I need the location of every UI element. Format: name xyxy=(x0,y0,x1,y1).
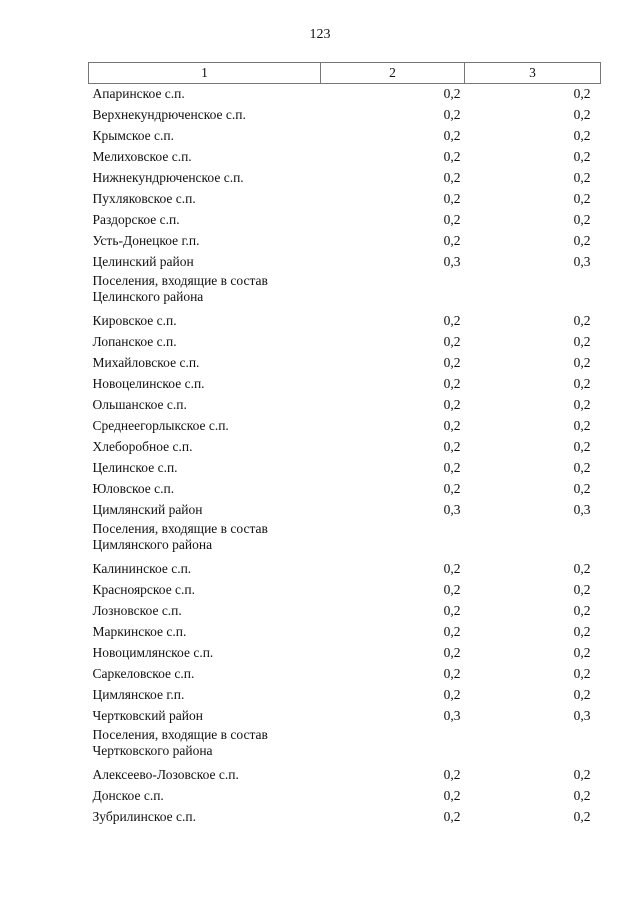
column-3-value: 0,2 xyxy=(573,354,591,370)
table-row xyxy=(89,252,601,273)
column-2-value: 0,2 xyxy=(443,148,461,164)
settlement-name-line2: Цимлянского района xyxy=(92,536,213,552)
settlement-name-cell xyxy=(89,416,321,437)
table-row xyxy=(89,84,601,105)
settlement-name: Чертковский район xyxy=(92,707,203,723)
column-3-value: 0,2 xyxy=(573,127,591,143)
column-3-value: 0,2 xyxy=(573,808,591,824)
column-2-value: 0,2 xyxy=(443,127,461,143)
settlement-name: Верхнекундрюченское с.п. xyxy=(92,106,246,122)
column-2-value: 0,3 xyxy=(443,501,461,517)
settlement-name-line2: Чертковского района xyxy=(92,742,213,758)
column-2-value: 0,2 xyxy=(443,623,461,639)
settlement-name: Калининское с.п. xyxy=(92,560,192,576)
settlement-name-cell xyxy=(89,622,321,643)
column-2-value: 0,2 xyxy=(443,459,461,475)
settlement-name: Хлеборобное с.п. xyxy=(92,438,193,454)
settlement-name: Новоцимлянское с.п. xyxy=(92,644,214,660)
column-header-2: 2 xyxy=(321,63,465,84)
settlement-name: Поселения, входящие в состав xyxy=(92,520,268,536)
table-row xyxy=(89,231,601,252)
table-row xyxy=(89,168,601,189)
settlement-name: Лозновское с.п. xyxy=(92,602,182,618)
table-row xyxy=(89,807,601,828)
column-2-value: 0,2 xyxy=(443,86,461,101)
column-2-value: 0,2 xyxy=(443,106,461,122)
column-3-value xyxy=(465,727,601,765)
settlement-name-cell xyxy=(89,727,321,765)
settlement-name-cell xyxy=(89,147,321,168)
table-row xyxy=(89,189,601,210)
settlement-name: Раздорское с.п. xyxy=(92,211,180,227)
settlement-name: Зубрилинское с.п. xyxy=(92,808,196,824)
column-2-value: 0,2 xyxy=(443,232,461,248)
column-3-value: 0,2 xyxy=(573,396,591,412)
column-3-value: 0,2 xyxy=(573,417,591,433)
column-2-value: 0,2 xyxy=(443,480,461,496)
settlement-name: Цимлянское г.п. xyxy=(92,686,185,702)
table-row xyxy=(89,126,601,147)
settlement-name-cell xyxy=(89,765,321,786)
settlement-name-cell xyxy=(89,353,321,374)
table-row xyxy=(89,664,601,685)
column-header-3: 3 xyxy=(465,63,601,84)
column-3-value: 0,2 xyxy=(573,644,591,660)
settlement-name: Целинский район xyxy=(92,253,194,269)
settlement-name-cell xyxy=(89,126,321,147)
settlement-name: Лопанское с.п. xyxy=(92,333,177,349)
settlement-name-cell xyxy=(89,685,321,706)
column-2-value: 0,3 xyxy=(443,253,461,269)
settlement-name: Маркинское с.п. xyxy=(92,623,187,639)
settlement-name-cell xyxy=(89,807,321,828)
settlement-name-cell xyxy=(89,479,321,500)
column-2-value: 0,2 xyxy=(443,375,461,391)
table-row xyxy=(89,353,601,374)
settlement-name-cell xyxy=(89,437,321,458)
settlement-name-cell xyxy=(89,395,321,416)
header-row xyxy=(89,63,601,84)
column-3-value: 0,2 xyxy=(573,438,591,454)
column-3-value: 0,2 xyxy=(573,560,591,576)
settlement-name-cell xyxy=(89,168,321,189)
table-row xyxy=(89,601,601,622)
settlement-name-cell xyxy=(89,210,321,231)
table-body xyxy=(89,84,601,828)
settlement-name-cell xyxy=(89,189,321,210)
column-3-value: 0,2 xyxy=(573,766,591,782)
settlement-name: Новоцелинское с.п. xyxy=(92,375,205,391)
column-2-value xyxy=(321,521,465,559)
column-3-value: 0,2 xyxy=(573,148,591,164)
table-row xyxy=(89,311,601,332)
column-2-value: 0,2 xyxy=(443,211,461,227)
settlement-name: Поселения, входящие в состав xyxy=(92,272,268,288)
column-3-value: 0,2 xyxy=(573,581,591,597)
column-header-1: 1 xyxy=(89,63,321,84)
column-3-value xyxy=(465,521,601,559)
settlement-name-cell xyxy=(89,706,321,727)
column-2-value: 0,2 xyxy=(443,766,461,782)
settlement-name: Целинское с.п. xyxy=(92,459,178,475)
settlement-name-cell xyxy=(89,84,321,105)
column-3-value: 0,2 xyxy=(573,623,591,639)
column-3-value: 0,2 xyxy=(573,106,591,122)
column-3-value xyxy=(465,273,601,311)
settlement-name-cell xyxy=(89,231,321,252)
table-row xyxy=(89,437,601,458)
table-row xyxy=(89,105,601,126)
table-row xyxy=(89,559,601,580)
column-3-value: 0,2 xyxy=(573,480,591,496)
settlement-name: Мелиховское с.п. xyxy=(92,148,192,164)
table-row xyxy=(89,273,601,311)
column-2-value: 0,2 xyxy=(443,560,461,576)
table-row xyxy=(89,521,601,559)
table-row xyxy=(89,622,601,643)
column-3-value: 0,2 xyxy=(573,333,591,349)
settlement-name: Нижнекундрюченское с.п. xyxy=(92,169,244,185)
settlement-name: Апаринское с.п. xyxy=(92,86,185,101)
table-row xyxy=(89,479,601,500)
table-row xyxy=(89,210,601,231)
settlement-name: Донское с.п. xyxy=(92,787,164,803)
table-row xyxy=(89,765,601,786)
column-2-value: 0,2 xyxy=(443,686,461,702)
column-3-value: 0,2 xyxy=(573,665,591,681)
settlement-name: Саркеловское с.п. xyxy=(92,665,195,681)
column-3-value: 0,2 xyxy=(573,602,591,618)
settlement-name-line2: Целинского района xyxy=(92,288,204,304)
settlement-name: Ольшанское с.п. xyxy=(92,396,187,412)
settlement-name: Алексеево-Лозовское с.п. xyxy=(92,766,239,782)
table-row xyxy=(89,580,601,601)
column-2-value xyxy=(321,273,465,311)
settlement-name-cell xyxy=(89,601,321,622)
column-2-value: 0,2 xyxy=(443,417,461,433)
settlement-name-cell xyxy=(89,105,321,126)
table-row xyxy=(89,685,601,706)
settlement-name: Поселения, входящие в состав xyxy=(92,726,268,742)
column-3-value: 0,2 xyxy=(573,169,591,185)
column-3-value: 0,3 xyxy=(573,253,591,269)
settlement-name-cell xyxy=(89,332,321,353)
column-3-value: 0,3 xyxy=(573,501,591,517)
settlement-name-cell xyxy=(89,643,321,664)
column-2-value: 0,2 xyxy=(443,312,461,328)
table-row xyxy=(89,643,601,664)
settlement-name: Пухляковское с.п. xyxy=(92,190,196,206)
table-row xyxy=(89,786,601,807)
column-2-value: 0,2 xyxy=(443,169,461,185)
column-2-value: 0,2 xyxy=(443,787,461,803)
column-3-value: 0,3 xyxy=(573,707,591,723)
column-3-value: 0,2 xyxy=(573,86,591,101)
settlement-name-cell xyxy=(89,580,321,601)
table-header xyxy=(89,63,601,84)
column-3-value: 0,2 xyxy=(573,232,591,248)
column-3-value: 0,2 xyxy=(573,459,591,475)
table-row xyxy=(89,416,601,437)
settlement-name: Юловское с.п. xyxy=(92,480,175,496)
settlement-name-cell xyxy=(89,374,321,395)
settlement-name-cell xyxy=(89,664,321,685)
column-3-value: 0,2 xyxy=(573,686,591,702)
settlement-name-cell xyxy=(89,273,321,311)
settlement-name: Крымское с.п. xyxy=(92,127,174,143)
column-2-value: 0,2 xyxy=(443,602,461,618)
table-row xyxy=(89,332,601,353)
settlement-name: Кировское с.п. xyxy=(92,312,177,328)
column-2-value: 0,2 xyxy=(443,808,461,824)
table-row xyxy=(89,395,601,416)
column-2-value: 0,2 xyxy=(443,333,461,349)
settlement-name: Цимлянский район xyxy=(92,501,203,517)
table-row xyxy=(89,500,601,521)
column-3-value: 0,2 xyxy=(573,312,591,328)
column-2-value: 0,2 xyxy=(443,644,461,660)
column-2-value: 0,2 xyxy=(443,438,461,454)
rates-table xyxy=(88,62,601,828)
settlement-name-cell xyxy=(89,786,321,807)
table-row xyxy=(89,374,601,395)
column-2-value: 0,2 xyxy=(443,396,461,412)
column-2-value: 0,2 xyxy=(443,665,461,681)
settlement-name: Усть-Донецкое г.п. xyxy=(92,232,200,248)
settlement-name: Михайловское с.п. xyxy=(92,354,200,370)
column-2-value: 0,2 xyxy=(443,190,461,206)
settlement-name-cell xyxy=(89,311,321,332)
settlement-name-cell xyxy=(89,500,321,521)
settlement-name: Среднеегорлыкское с.п. xyxy=(92,417,229,433)
column-2-value: 0,2 xyxy=(443,581,461,597)
table-row xyxy=(89,727,601,765)
settlement-name-cell xyxy=(89,521,321,559)
table-row xyxy=(89,458,601,479)
column-2-value: 0,2 xyxy=(443,354,461,370)
column-3-value: 0,2 xyxy=(573,375,591,391)
settlement-name-cell xyxy=(89,458,321,479)
column-2-value: 0,3 xyxy=(443,707,461,723)
settlement-name: Красноярское с.п. xyxy=(92,581,196,597)
column-3-value: 0,2 xyxy=(573,190,591,206)
column-3-value: 0,2 xyxy=(573,211,591,227)
column-3-value: 0,2 xyxy=(573,787,591,803)
table-row xyxy=(89,706,601,727)
column-2-value xyxy=(321,727,465,765)
settlement-name-cell xyxy=(89,252,321,273)
table-row xyxy=(89,147,601,168)
page-number: 123 xyxy=(309,27,331,42)
settlement-name-cell xyxy=(89,559,321,580)
